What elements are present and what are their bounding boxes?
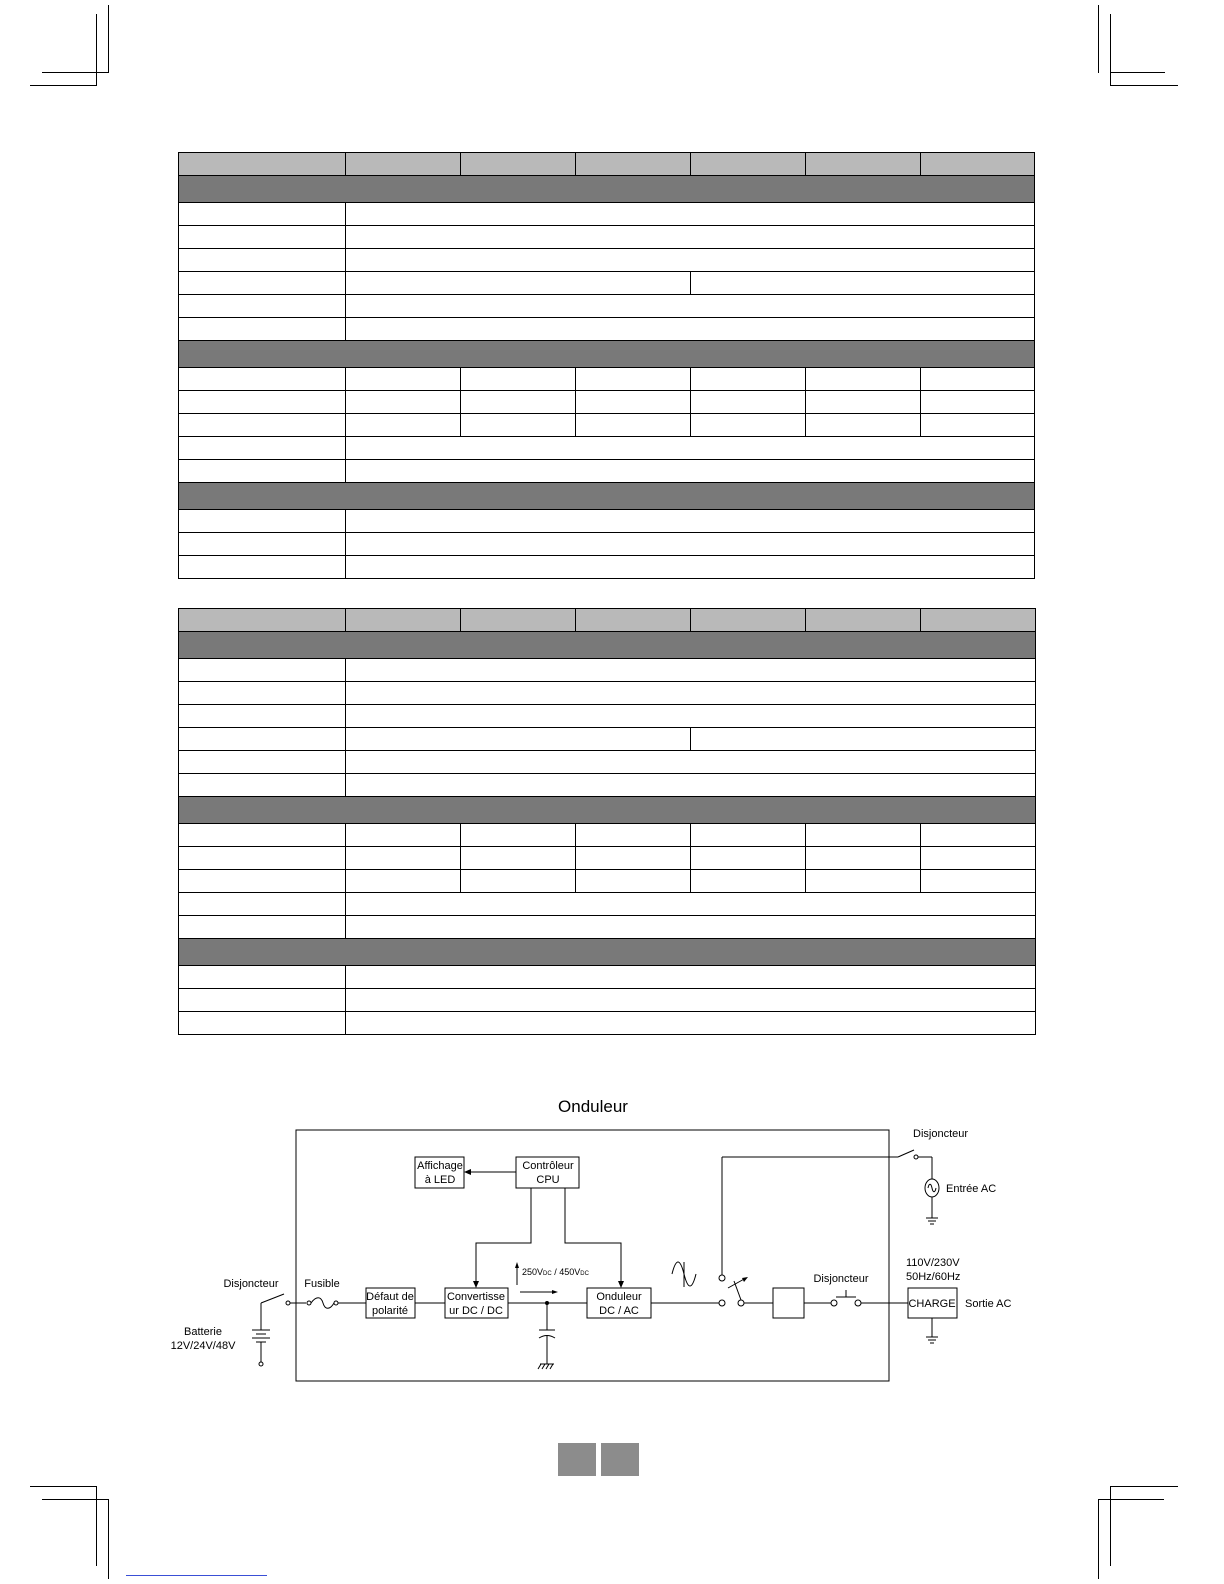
table-row (179, 437, 1035, 460)
footer-link-underline (126, 1575, 267, 1576)
led-label-line2: à LED (424, 1174, 456, 1186)
svg-text:250VDC / 450VDC (522, 1267, 590, 1277)
load-label: CHARGE (908, 1298, 956, 1310)
switch-contact (719, 1300, 725, 1306)
table-header-row (179, 609, 1036, 632)
table-row (179, 1012, 1036, 1035)
section-row (179, 176, 1035, 203)
switch-contact (719, 1275, 725, 1281)
table-row (179, 893, 1036, 916)
dcac-label-line2: DC / AC (599, 1305, 639, 1317)
table-row (179, 824, 1036, 847)
inverter-block-diagram (0, 1080, 1224, 1400)
cpu-controller-block (516, 1157, 579, 1188)
led-display-block (415, 1157, 464, 1188)
voltage-sub-2: DC (580, 1271, 589, 1277)
table-row (179, 728, 1036, 751)
ac-output-label: Sortie AC (965, 1298, 1012, 1310)
page-number-box (601, 1443, 639, 1476)
breaker-left-label: Disjoncteur (223, 1278, 279, 1290)
table-header-row (179, 153, 1035, 176)
table-row (179, 318, 1035, 341)
table-row (179, 774, 1036, 797)
table-row (179, 989, 1036, 1012)
battery-breaker-icon (261, 1294, 290, 1330)
dcdc-label-line2: ur DC / DC (449, 1305, 503, 1317)
dcdc-converter-block (445, 1288, 508, 1318)
arrow-head (473, 1281, 479, 1288)
diagram-title: Onduleur (558, 1097, 628, 1116)
output-breaker-icon (831, 1290, 861, 1306)
table-row (179, 682, 1036, 705)
table-row (179, 751, 1036, 774)
ground-icon (926, 1318, 938, 1343)
table-row (179, 272, 1035, 295)
inverter-enclosure (296, 1130, 889, 1381)
section-row (179, 939, 1036, 966)
table-row (179, 870, 1036, 893)
page-number-box (558, 1443, 596, 1476)
arrow-head (618, 1281, 624, 1288)
section-row (179, 797, 1036, 824)
table-row (179, 533, 1035, 556)
cpu-label-line2: CPU (536, 1174, 560, 1186)
breaker-right-label: Disjoncteur (813, 1273, 869, 1285)
battery-label-line1: Batterie (184, 1326, 222, 1338)
table-row (179, 249, 1035, 272)
cpu-label-line1: Contrôleur (522, 1160, 574, 1172)
dc-bus-voltage (515, 1262, 590, 1294)
fuse-icon (307, 1298, 338, 1309)
table-row (179, 705, 1036, 728)
led-label-line1: Affichage (417, 1160, 463, 1172)
output-spec-line1: 110V/230V (906, 1257, 960, 1269)
voltage-sub-1: DC (543, 1271, 552, 1277)
polarity-label-line2: polarité (371, 1305, 409, 1317)
table-row (179, 966, 1036, 989)
dcac-inverter-block (587, 1288, 651, 1318)
table-row (179, 556, 1035, 579)
battery-icon (252, 1330, 270, 1366)
ground-icon (926, 1197, 938, 1224)
voltage-main: 250V (522, 1267, 544, 1277)
input-breaker-icon (898, 1150, 918, 1159)
table-row (179, 203, 1035, 226)
table-row (179, 295, 1035, 318)
filter-block (773, 1288, 804, 1318)
table-row (179, 391, 1035, 414)
table-row (179, 226, 1035, 249)
section-row (179, 341, 1035, 368)
dcdc-label-line1: Convertisse (446, 1291, 506, 1303)
table-row (179, 460, 1035, 483)
breaker-top-label: Disjoncteur (913, 1128, 969, 1140)
ac-input-label: Entrée AC (946, 1183, 997, 1195)
polarity-fault-block (366, 1288, 415, 1318)
section-row (179, 632, 1036, 659)
table-row (179, 510, 1035, 533)
voltage-separator: / 450V (551, 1267, 581, 1277)
output-spec-line2: 50Hz/60Hz (906, 1271, 961, 1283)
load-block (908, 1288, 957, 1318)
table-row (179, 414, 1035, 437)
polarity-label-line1: Défaut de (366, 1291, 414, 1303)
transfer-switch-icon (728, 1277, 748, 1306)
section-row (179, 483, 1035, 510)
table-row (179, 916, 1036, 939)
sine-wave-icon (672, 1262, 696, 1287)
table-row (179, 847, 1036, 870)
arrow-head (464, 1169, 471, 1175)
ac-source-icon (925, 1179, 939, 1197)
capacitor-icon (538, 1303, 555, 1369)
battery-label-line2: 12V/24V/48V (170, 1340, 236, 1352)
spec-table-1 (178, 152, 1035, 579)
fuse-label: Fusible (304, 1278, 340, 1290)
table-row (179, 659, 1036, 682)
dcac-label-line1: Onduleur (596, 1291, 642, 1303)
table-row (179, 368, 1035, 391)
spec-table-2 (178, 608, 1036, 1035)
